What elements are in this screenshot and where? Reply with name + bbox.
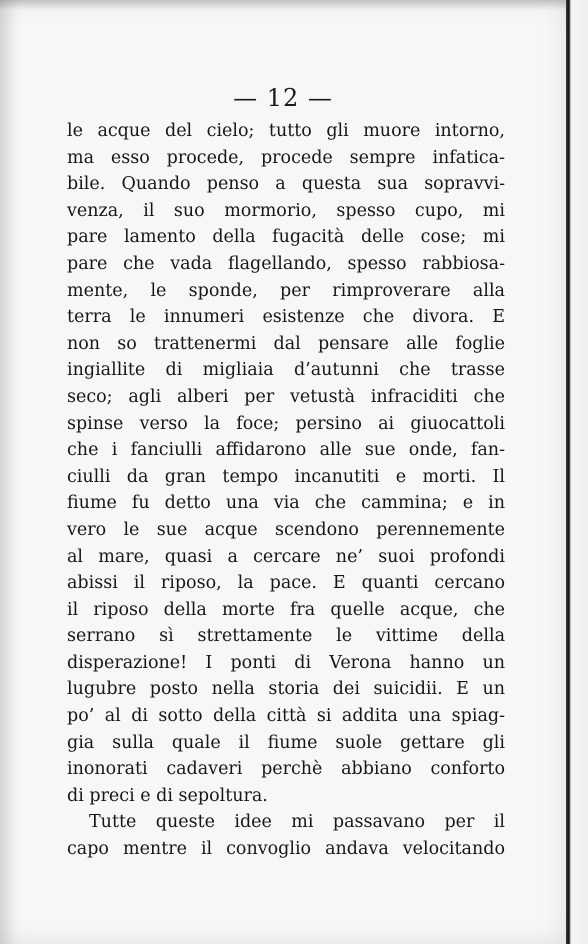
text-line: lugubre posto nella storia dei suicidii. E un	[67, 679, 505, 700]
text-line: le acque del cielo; tutto gli muore intorno,	[67, 121, 505, 141]
body-text	[67, 118, 505, 863]
page-top-shadow	[0, 0, 566, 10]
text-line: ingiallite di migliaia d’autunni che trasse	[67, 360, 505, 381]
text-line: inonorati cadaveri perchè abbiano conforto	[67, 759, 505, 780]
text-line: pare che vada flagellando, spesso rabbiosa-	[67, 253, 505, 274]
text-line: capo mentre il convoglio andava velocitando	[67, 839, 505, 860]
page-edge	[566, 0, 588, 944]
text-line: spinse verso la foce; persino ai giuocattoli	[67, 413, 505, 434]
text-line: pare lamento della fugacità delle cose; mi	[67, 227, 505, 248]
text-line: serrano sì strettamente le vittime della	[67, 626, 505, 647]
page-left-shadow	[0, 0, 18, 944]
text-line: terra le innumeri esistenze che divora. E	[67, 307, 505, 328]
text-line: po’ al di sotto della città si addita una spiag-	[67, 706, 505, 727]
text-line: il riposo della morte fra quelle acque, che	[67, 599, 505, 620]
text-line: disperazione! I ponti di Verona hanno un	[67, 652, 505, 673]
text-line: vero le sue acque scendono perennemente	[67, 519, 505, 540]
text-line: che i fanciulli affidarono alle sue onde, fan-	[67, 440, 505, 461]
text-line: ma esso procede, procede sempre infatica-	[67, 147, 505, 168]
paragraph-end-line: di preci e di sepoltura.	[67, 785, 268, 806]
text-line: venza, il suo mormorio, spesso cupo, mi	[67, 200, 505, 221]
text-line: seco; agli alberi per vetustà infraciditi che	[67, 386, 505, 407]
text-line: ciulli da gran tempo incanutiti e morti. Il	[67, 466, 505, 487]
text-line: fiume fu detto una via che cammina; e in	[67, 493, 505, 514]
text-line: al mare, quasi a cercare ne’ suoi profondi	[67, 546, 505, 567]
text-line: non so trattenermi dal pensare alle foglie	[67, 333, 505, 354]
text-line: abissi il riposo, la pace. E quanti cercano	[67, 573, 505, 594]
page-number: — 12 —	[233, 84, 333, 112]
text-line: gia sulla quale il fiume suole gettare gli	[67, 732, 505, 753]
paragraph-start-line: Tutte queste idee mi passavano per il	[89, 812, 505, 833]
text-line: bile. Quando penso a questa sua sopravvi-	[67, 174, 505, 195]
text-line: mente, le sponde, per rimproverare alla	[67, 280, 505, 301]
